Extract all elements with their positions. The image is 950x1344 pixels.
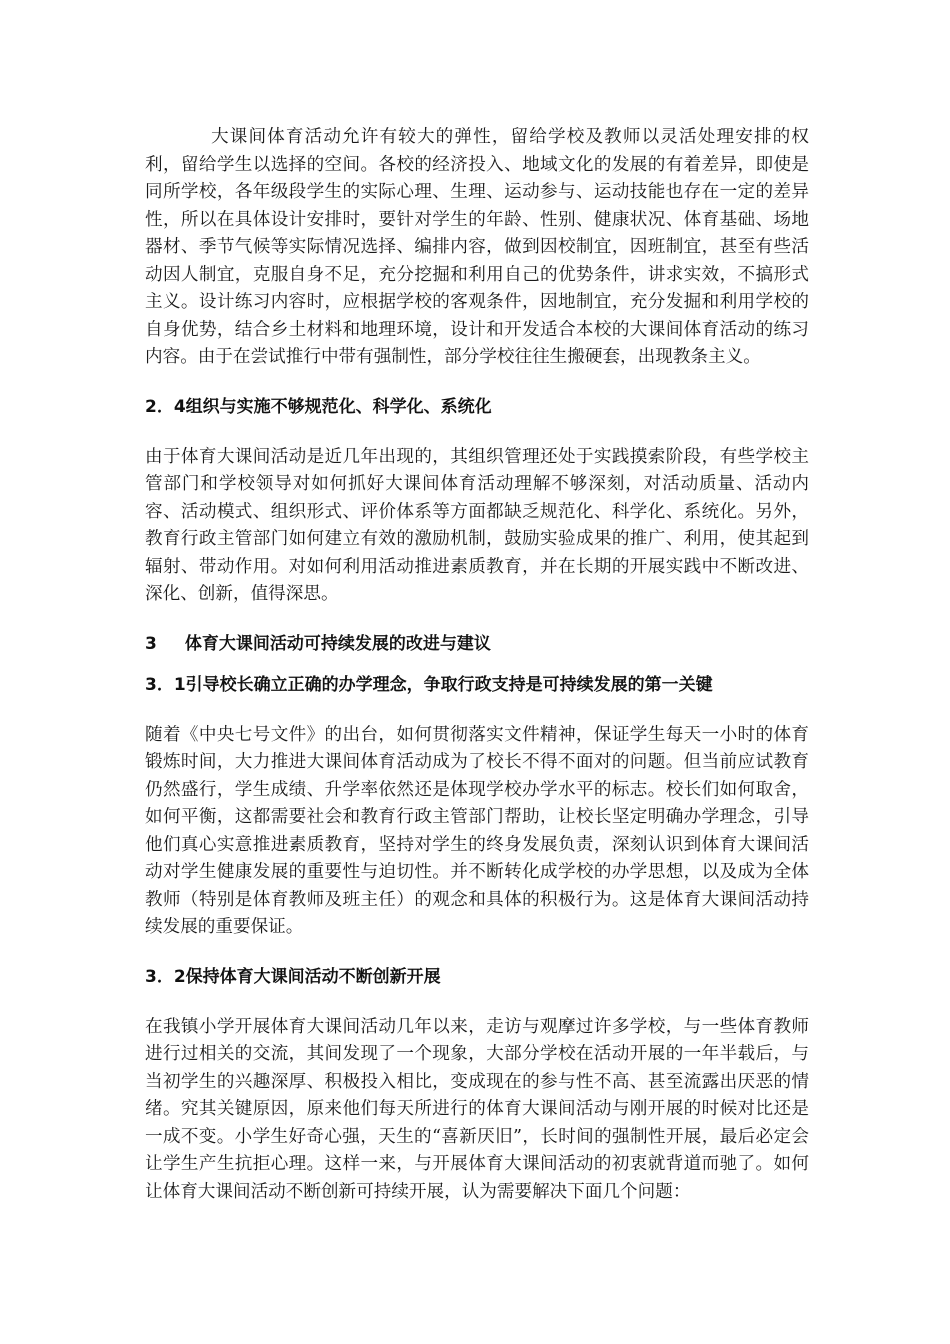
- section-number: 3: [145, 633, 157, 654]
- paragraph-organization: 由于体育大课间活动是近几年出现的，其组织管理还处于实践摸索阶段，有些学校主管部门和学校领导对如何抓好大课间体育活动理解不够深刻，对活动质量、活动内容、活动模式、组织形式、评价体系等方面都缺乏规范化、科学化、系统化。另外，教育行政主管部门如何建立有效的激励机制，鼓励实验成果的推广、利用，使其起到辐射、带动作用。对如何利用活动推进素质教育，并在长期的开展实践中不断改进、深化、创新，值得深思。: [145, 446, 809, 604]
- paragraph-innovation: 在我镇小学开展体育大课间活动几年以来，走访与观摩过许多学校，与一些体育教师进行过相关的交流，其间发现了一个现象，大部分学校在活动开展的一年半载后，与当初学生的兴趣深厚、积极投入相比，变成现在的参与性不高、甚至流露出厌恶的情绪。究其关键原因，原来他们每天所进行的体育大课间活动与刚开展的时候对比还是一成不变。小学生好奇心强，天生的“喜新厌旧”，长时间的强制性开展，最后必定会让学生产生抗拒心理。这样一来，与开展体育大课间活动的初衷就背道而驰了。如何让体育大课间活动不断创新可持续开展，认为需要解决下面几个问题：: [145, 1016, 809, 1202]
- section-heading-3-2: 3．2保持体育大课间活动不断创新开展: [145, 966, 441, 987]
- section-heading-3-1: 3．1引导校长确立正确的办学理念，争取行政支持是可持续发展的第一关键: [145, 674, 713, 695]
- section-title: 体育大课间活动可持续发展的改进与建议: [184, 633, 491, 654]
- section-heading-3: [145, 632, 809, 656]
- paragraph-principal: 随着《中央七号文件》的出台，如何贯彻落实文件精神，保证学生每天一小时的体育锻炼时间，大力推进大课间体育活动成为了校长不得不面对的问题。但当前应试教育仍然盛行，学生成绩、升学率依然还是体现学校办学水平的标志。校长们如何取舍，如何平衡，这都需要社会和教育行政主管部门帮助，让校长坚定明确办学理念，引导他们真心实意推进素质教育，坚持对学生的终身发展负责，深刻认识到体育大课间活动对学生健康发展的重要性与迫切性。并不断转化成学校的办学思想，以及成为全体教师（特别是体育教师及班主任）的观念和具体的积极行为。这是体育大课间活动持续发展的重要保证。: [145, 724, 809, 937]
- document-body: [145, 124, 809, 1206]
- paragraph-flexibility: 大课间体育活动允许有较大的弹性，留给学校及教师以灵活处理安排的权利，留给学生以选择的空间。各校的经济投入、地域文化的发展的有着差异，即使是同所学校，各年级段学生的实际心理、生理、运动参与、运动技能也存在一定的差异性，所以在具体设计安排时，要针对学生的年龄、性别、健康状况、体育基础、场地器材、季节气候等实际情况选择、编排内容，做到因校制宜，因班制宜，甚至有些活动因人制宜，克服自身不足，充分挖掘和利用自己的优势条件，讲求实效，不搞形式主义。设计练习内容时，应根据学校的客观条件，因地制宜，充分发掘和利用学校的自身优势，结合乡土材料和地理环境，设计和开发适合本校的大课间体育活动的练习内容。由于在尝试推行中带有强制性，部分学校往往生搬硬套，出现教条主义。: [145, 127, 809, 367]
- section-heading-2-4: 2．4组织与实施不够规范化、科学化、系统化: [145, 396, 492, 417]
